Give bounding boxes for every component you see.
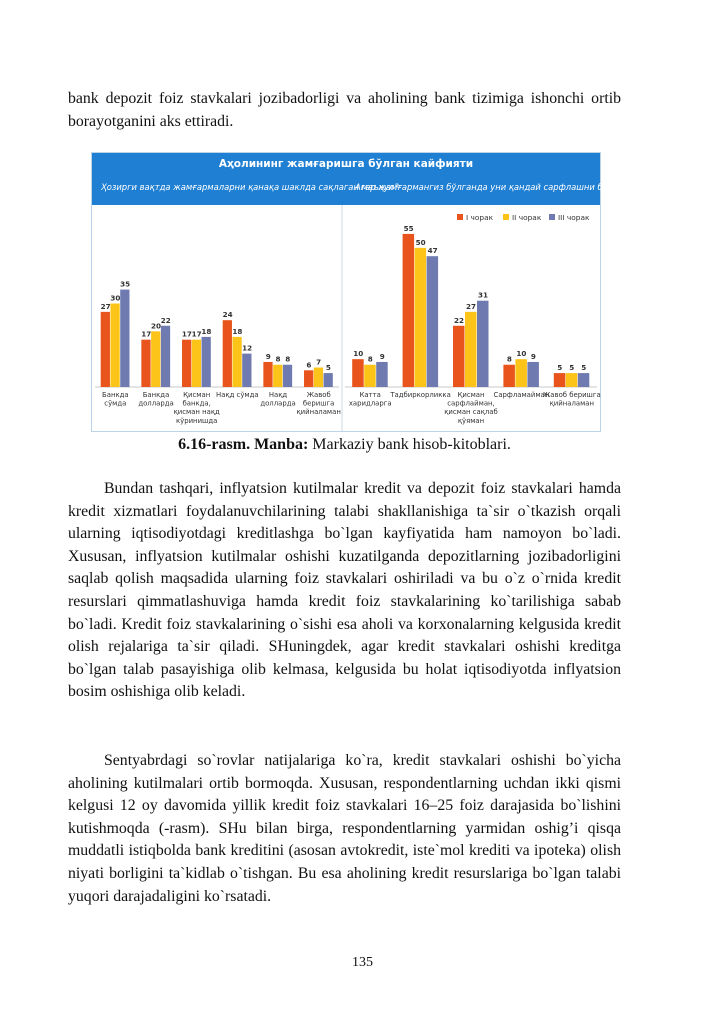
- category-label: Нақд сўмда: [216, 391, 259, 399]
- bar-value-label: 9: [265, 351, 271, 361]
- category-label: қийналаман: [296, 408, 341, 417]
- category-label: Сарфламайман: [493, 391, 550, 399]
- category-label: сўмда: [104, 399, 127, 408]
- bar-value-label: 31: [477, 290, 489, 300]
- page-number: 135: [352, 955, 373, 970]
- bar: [324, 373, 333, 387]
- legend-swatch: [549, 214, 555, 220]
- category-label: Қисман: [183, 391, 211, 399]
- bar: [415, 248, 427, 387]
- category-label: харидларга: [348, 399, 392, 408]
- bar-value-label: 5: [569, 363, 575, 373]
- bar: [101, 312, 110, 387]
- category-label: беришга: [302, 399, 335, 408]
- bar-value-label: 27: [100, 301, 111, 311]
- legend-swatch: [457, 214, 463, 220]
- legend-label: I чорак: [466, 213, 494, 222]
- bar-value-label: 10: [353, 349, 364, 359]
- bar-value-label: 5: [581, 363, 587, 373]
- category-label: долларда: [138, 399, 174, 408]
- bar: [192, 340, 201, 387]
- bar-value-label: 55: [403, 223, 414, 233]
- bar-value-label: 20: [150, 321, 162, 331]
- bar-value-label: 50: [415, 237, 426, 247]
- bar: [453, 326, 465, 387]
- bar: [352, 359, 364, 387]
- bar: [566, 373, 578, 387]
- bar-value-label: 30: [110, 293, 121, 303]
- bar-value-label: 5: [557, 363, 563, 373]
- bar: [477, 301, 489, 387]
- bar: [403, 234, 415, 387]
- category-label: Жавоб: [306, 391, 331, 399]
- bar: [202, 337, 211, 387]
- bar: [223, 320, 232, 387]
- body-paragraph-2: Sentyabrdagi so`rovlar natijalariga ko`ra, kredit stavkalari oshishi bo`yicha aholining kutilmalari ortib bormoqda. Xususan, respondentlarning uchdan ikki qismi kelgusi 12 oy davomida yillik kredit foiz stavkalari 16–25 foiz darajasida bo`lishini kutishmoqda (-rasm). SHu bilan birga, respondentlarning yarmidan oshig’i qisqa muddatli istiqbolda bank kreditini (asosan avtokredit, iste`mol krediti va ipoteka) olish niyati borligini ta`kidlab o`tishgan. Bu esa aholining kredit resurslariga bo`lgan talabi yuqori darajadaligini ko`rsatadi.: [68, 752, 621, 905]
- chart-right-subtitle: Агар жамғармангиз бўлганда уни қандай сарфлашни бўлган эдингиз?: [355, 182, 671, 192]
- bar: [273, 365, 282, 387]
- bar-value-label: 24: [222, 310, 233, 320]
- bar: [232, 337, 241, 387]
- bar-value-label: 17: [191, 329, 202, 339]
- caption-source: Markaziy bank hisob-kitoblari.: [308, 436, 511, 453]
- bar-value-label: 35: [120, 279, 131, 289]
- bar: [120, 290, 129, 387]
- bar-value-label: 18: [201, 326, 212, 336]
- bar: [141, 340, 150, 387]
- bar-value-label: 8: [367, 354, 373, 364]
- category-label: Банкда: [142, 391, 170, 399]
- bar: [283, 365, 292, 387]
- category-label: Қисман: [457, 391, 485, 399]
- bar: [503, 365, 515, 387]
- bar-value-label: 22: [160, 315, 171, 325]
- chart-legend: [457, 213, 590, 222]
- chart-svg: [91, 152, 671, 432]
- bar-value-label: 8: [275, 354, 281, 364]
- legend-label: III чорак: [558, 213, 590, 222]
- bar-value-label: 9: [530, 351, 536, 361]
- bar: [161, 326, 170, 387]
- category-label: Жавоб беришга: [542, 391, 601, 399]
- bar-value-label: 17: [141, 329, 152, 339]
- category-label: қўяман: [457, 416, 485, 425]
- chart-left-subtitle: Ҳозирги вақтда жамғармаларни қанақа шаклда сақлаган маъқул?: [101, 182, 399, 192]
- legend-label: II чорак: [512, 213, 542, 222]
- intro-paragraph: bank depozit foiz stavkalari jozibadorligi va aholining bank tizimiga ishonchi ortib borayotganini aks ettiradi.: [68, 90, 621, 130]
- bar-value-label: 18: [232, 326, 243, 336]
- bar: [110, 304, 119, 388]
- bar-value-label: 7: [316, 357, 322, 367]
- bar: [242, 354, 251, 387]
- bar-value-label: 12: [242, 343, 253, 353]
- category-label: долларда: [260, 399, 296, 408]
- bar-value-label: 17: [181, 329, 192, 339]
- bar: [151, 331, 160, 387]
- category-label: қисман нақд: [173, 408, 220, 417]
- figure-caption: [68, 434, 621, 456]
- category-label: Нақд: [268, 391, 288, 399]
- category-label: қийналаман: [549, 399, 595, 408]
- bar-value-label: 47: [427, 246, 438, 256]
- bar: [364, 365, 376, 387]
- bar-value-label: 22: [453, 315, 465, 325]
- category-label: кўринишда: [175, 416, 218, 425]
- bar-value-label: 10: [516, 349, 527, 359]
- bar: [465, 312, 477, 387]
- bar-value-label: 27: [465, 301, 477, 311]
- category-label: Тадбиркорликка: [390, 391, 451, 399]
- bar: [376, 362, 388, 387]
- category-label: сарфлайман,: [447, 399, 495, 408]
- bar: [578, 373, 590, 387]
- category-label: қисман сақлаб: [444, 408, 498, 417]
- bar-value-label: 8: [506, 354, 512, 364]
- chart-title: Аҳолининг жамғаришга бўлган кайфияти: [218, 158, 474, 170]
- category-label: Банкда: [102, 391, 129, 399]
- bar: [515, 359, 527, 387]
- caption-label: 6.16-rasm. Manba:: [178, 436, 309, 453]
- bar-value-label: 6: [306, 360, 312, 370]
- bar: [182, 340, 191, 387]
- bar: [304, 370, 313, 387]
- bar-value-label: 5: [325, 363, 331, 373]
- bar-value-label: 8: [285, 354, 291, 364]
- bar: [527, 362, 539, 387]
- bar: [314, 368, 323, 387]
- legend-swatch: [503, 214, 509, 220]
- bar-value-label: 9: [379, 351, 385, 361]
- bar: [427, 256, 439, 387]
- figure-savings-sentiment: [91, 152, 671, 432]
- body-paragraph-1: Bundan tashqari, inflyatsion kutilmalar kredit va depozit foiz stavkalari hamda kredit xizmatlari foydalanuvchilarining talabi shakllanishiga ta`sir o`tkazish orqali ularning iqtisodiyotdagi kreditlashga bo`lgan kayfiyatida ham namoyon bo`ladi. Xususan, inflyatsion kutilmalar oshishi kuzatilganda depozitlarning jozibadorligini saqlab qolish maqsadida ularning foiz stavkalari oshiriladi va bu o`z o`rnida kredit resurslari qimmatlashuviga hamda kredit foiz stavkalarining ko`tarilishiga sabab bo`ladi. Kredit foiz stavkalarining o`sishi esa aholi va korxonalarning kelgusida kredit olish rejalariga ta`sir qiladi. SHuningdek, agar kredit stavkalari oshishi kreditga bo`lgan talab pasayishiga olib kelmasa, kelgusida bu holat iqtisodiyotda inflyatsion bosim oshishiga olib keladi.: [68, 480, 621, 701]
- bar: [554, 373, 566, 387]
- bar: [263, 362, 272, 387]
- category-label: банкда,: [182, 399, 211, 408]
- category-label: Катта: [359, 391, 381, 399]
